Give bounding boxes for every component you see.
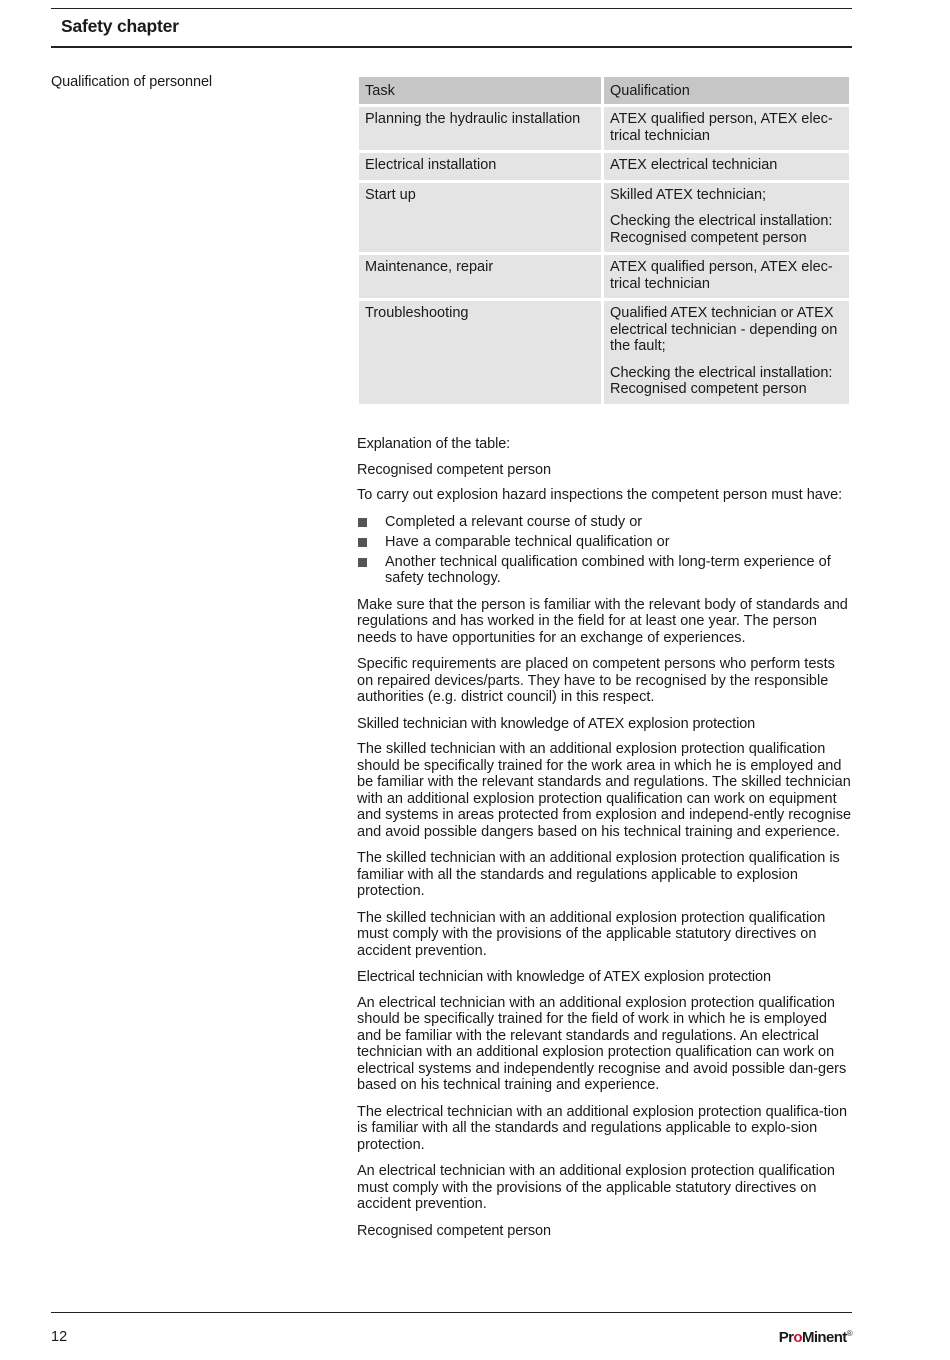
electrical-technician-paragraph: An electrical technician with an additional explosion protection qualification should be specifically trained for the field of work in which he is employed and be familiar with the relevant standards and regulations. An electrical technician with an additional explosion protection qualification can work on electrical systems and independently recognise and avoid possible dan-gers based on his technical training and experience. [357,994,847,1093]
table-row [359,301,849,404]
table-row [359,153,849,180]
table-header-task: Task [359,77,601,104]
registered-mark: ® [846,1329,852,1338]
task-cell: Electrical installation [359,153,601,180]
skilled-technician-heading: Skilled technician with knowledge of ATEX explosion protection [357,715,756,732]
list-item [357,534,853,551]
skilled-technician-paragraph: The skilled technician with an additional explosion protection qualification should be specifically trained for the work area in which he is employed and be familiar with the relevant standards and regulations. The skilled technician with an additional explosion protection qualification can work on equipment and systems in areas protected from explosion and independ-ently recognise and avoid possible dangers based on his technical training and experience. [357,741,852,840]
table-row [359,183,849,253]
qualification-cell [604,183,849,253]
qualification-text: Checking the electrical installation: Recognised competent person [610,364,833,397]
paragraph-text: Specific requirements are placed on competent persons who perform tests on repaired devices/parts. They have to be [357,656,835,689]
task-cell: Planning the hydraulic installation [359,107,601,150]
list-item-text: Have a comparable technical qualification or [385,533,670,550]
square-bullet-icon [358,518,367,527]
chapter-title: Safety chapter [61,16,179,36]
qualification-text: ATEX electrical technician [610,157,778,173]
qualification-cell [604,107,849,150]
competent-person-paragraph [357,656,853,706]
electrical-technician-paragraph: The electrical technician with an additional explosion protection qualifica-tion is familiar with all the standards and regulations applicable to explo-sion protection. [357,1103,848,1153]
paragraph-text: by the responsible authorities (e.g. district council) in this respect. [357,672,829,705]
electrical-technician-heading: Electrical technician with knowledge of ATEX explosion protection [357,969,771,985]
trailing-competent-person-heading: Recognised competent person [357,1222,551,1239]
qualification-text: ATEX qualified person, ATEX elec-trical technician [610,111,833,144]
square-bullet-icon [358,558,367,567]
task-cell: Maintenance, repair [359,255,601,298]
footer-rule [51,1312,852,1313]
competent-person-paragraph: Make sure that the person is familiar with the relevant body of standards and regulations and has worked in the field for at least one year. The person needs to have opportunities for an exchange of experiences. [357,596,848,646]
list-item-text: Completed a relevant course of study or [385,513,643,530]
explanation-section [357,436,853,1248]
qualification-cell [604,301,849,404]
competent-person-intro: To carry out explosion hazard inspections the competent person must have: [357,487,843,503]
task-cell: Troubleshooting [359,301,601,404]
emphasis-recognised: recognised [635,672,707,689]
table-header-qualification: Qualification [604,77,849,104]
prominent-logo [779,1329,852,1346]
electrical-technician-paragraph: An electrical technician with an additional explosion protection qualification must comply with the provisions of the applicable statutory directives on accident prevention. [357,1163,835,1212]
table-row [359,107,849,150]
section-side-heading: Qualification of personnel [51,74,213,90]
skilled-technician-paragraph: The skilled technician with an additional explosion protection qualification is familiar with all the standards and regulations applicable to explosion protection. [357,850,840,899]
qualification-text: ATEX qualified person, ATEX elec-trical technician [610,259,833,292]
brand-name: ProMinent [778,1329,847,1346]
qualification-table [356,74,852,407]
qualification-text: Skilled ATEX technician; [610,186,767,203]
task-cell: Start up [359,183,601,253]
skilled-technician-paragraph: The skilled technician with an additional explosion protection qualification must comply with the provisions of the applicable statutory directives on accident prevention. [357,909,826,959]
top-rule [51,8,852,9]
list-item [357,554,853,587]
explanation-heading: Explanation of the table: [357,436,511,452]
list-item-text: Another technical qualification combined with long-term experience of safety technology. [385,553,831,586]
square-bullet-icon [358,538,367,547]
qualification-text: Checking the electrical installation: Recognised competent person [610,213,833,246]
list-item [357,514,853,531]
qualification-cell [604,255,849,298]
table-row [359,255,849,298]
requirements-list [357,514,853,587]
competent-person-heading: Recognised competent person [357,461,551,478]
table-header-row [359,77,849,104]
page-number: 12 [51,1329,68,1345]
qualification-cell [604,153,849,180]
header-rule [51,46,852,48]
qualification-text: Qualified ATEX technician or ATEX electrical technician - depending on the fault; [610,305,838,354]
